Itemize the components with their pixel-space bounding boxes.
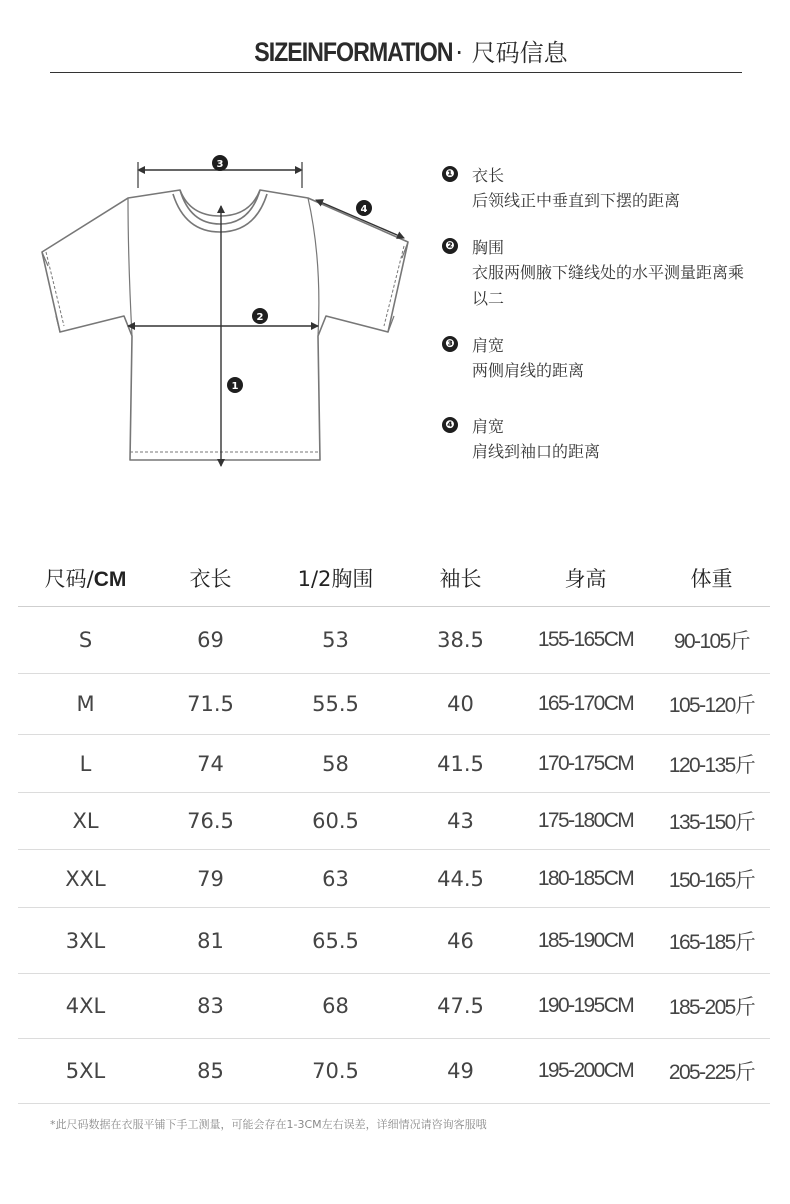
- legend-title: 衣长: [472, 165, 505, 185]
- cell-half-chest: 68: [268, 974, 403, 1039]
- legend-title: 肩宽: [472, 416, 505, 436]
- legend-item-chest: [442, 232, 762, 312]
- diagram-marker-4: [356, 200, 372, 216]
- legend-badge: ❸: [442, 336, 458, 352]
- cell-height: 170-175CM: [518, 735, 653, 793]
- t-shirt-outline-icon: [30, 140, 430, 480]
- table-row: [18, 850, 770, 908]
- cell-size: L: [18, 735, 153, 793]
- cell-weight: 135-150斤: [653, 793, 770, 850]
- legend-description: 后领线正中垂直到下摆的距离: [472, 191, 681, 210]
- cell-length: 71.5: [153, 674, 268, 735]
- cell-sleeve: 38.5: [403, 607, 518, 674]
- cell-half-chest: 55.5: [268, 674, 403, 735]
- cell-half-chest: 65.5: [268, 908, 403, 974]
- cell-weight: 90-105斤: [653, 607, 770, 674]
- header-size: 尺码/CM: [18, 550, 153, 607]
- cell-size: XXL: [18, 850, 153, 908]
- legend-badge: ❶: [442, 166, 458, 182]
- cell-length: 74: [153, 735, 268, 793]
- diagram-marker-3: [212, 155, 228, 171]
- cell-size: 5XL: [18, 1039, 153, 1104]
- legend-item-sleeve: [442, 411, 762, 465]
- svg-text:2: 2: [256, 312, 264, 323]
- table-row: [18, 674, 770, 735]
- diagram-marker-1: [227, 377, 243, 393]
- table-row: [18, 607, 770, 674]
- legend-description: 肩线到袖口的距离: [472, 442, 601, 461]
- cell-half-chest: 53: [268, 607, 403, 674]
- cell-sleeve: 49: [403, 1039, 518, 1104]
- table-row: [18, 1039, 770, 1104]
- cell-half-chest: 70.5: [268, 1039, 403, 1104]
- cell-half-chest: 63: [268, 850, 403, 908]
- legend-description: 两侧肩线的距离: [472, 361, 585, 380]
- cell-weight: 105-120斤: [653, 674, 770, 735]
- cell-length: 83: [153, 974, 268, 1039]
- cell-height: 155-165CM: [518, 607, 653, 674]
- cell-size: 3XL: [18, 908, 153, 974]
- diagram-marker-2: [252, 308, 268, 324]
- table-row: [18, 793, 770, 850]
- cell-size: M: [18, 674, 153, 735]
- cell-length: 81: [153, 908, 268, 974]
- title-separator: ·: [455, 39, 464, 67]
- header-sleeve: 袖长: [403, 550, 518, 607]
- header-half-chest: 1/2胸围: [268, 550, 403, 607]
- cell-height: 185-190CM: [518, 908, 653, 974]
- title-divider: [50, 72, 742, 73]
- cell-sleeve: 43: [403, 793, 518, 850]
- cell-weight: 205-225斤: [653, 1039, 770, 1104]
- svg-text:1: 1: [231, 381, 239, 392]
- svg-text:4: 4: [360, 204, 368, 215]
- cell-length: 79: [153, 850, 268, 908]
- legend-badge: ❹: [442, 417, 458, 433]
- cell-sleeve: 41.5: [403, 735, 518, 793]
- cell-weight: 185-205斤: [653, 974, 770, 1039]
- cell-sleeve: 46: [403, 908, 518, 974]
- cell-half-chest: 60.5: [268, 793, 403, 850]
- table-row: [18, 735, 770, 793]
- table-row: [18, 974, 770, 1039]
- cell-weight: 120-135斤: [653, 735, 770, 793]
- cell-height: 175-180CM: [518, 793, 653, 850]
- cell-size: S: [18, 607, 153, 674]
- page-title: [0, 34, 790, 71]
- cell-height: 165-170CM: [518, 674, 653, 735]
- measurement-footnote: *此尺码数据在衣服平铺下手工测量，可能会存在1-3CM左右误差，详细情况请咨询客服哦: [50, 1118, 487, 1131]
- cell-sleeve: 40: [403, 674, 518, 735]
- cell-weight: 150-165斤: [653, 850, 770, 908]
- cell-sleeve: 47.5: [403, 974, 518, 1039]
- table-row: [18, 908, 770, 974]
- cell-height: 195-200CM: [518, 1039, 653, 1104]
- cell-sleeve: 44.5: [403, 850, 518, 908]
- cell-length: 69: [153, 607, 268, 674]
- cell-height: 190-195CM: [518, 974, 653, 1039]
- title-chinese: 尺码信息: [471, 39, 568, 67]
- legend-badge: ❷: [442, 238, 458, 254]
- cell-size: 4XL: [18, 974, 153, 1039]
- size-table: [18, 550, 770, 1104]
- legend-title: 肩宽: [472, 335, 505, 355]
- legend-item-length: [442, 160, 762, 214]
- header-weight: 体重: [653, 550, 770, 607]
- title-english: SIZEINFORMATION: [254, 37, 453, 67]
- header-height: 身高: [518, 550, 653, 607]
- cell-length: 85: [153, 1039, 268, 1104]
- cell-weight: 165-185斤: [653, 908, 770, 974]
- cell-height: 180-185CM: [518, 850, 653, 908]
- cell-half-chest: 58: [268, 735, 403, 793]
- cell-length: 76.5: [153, 793, 268, 850]
- header-length: 衣长: [153, 550, 268, 607]
- legend-item-shoulder: [442, 330, 762, 384]
- legend-description: 衣服两侧腋下缝线处的水平测量距离乘以二: [472, 263, 745, 308]
- svg-text:3: 3: [216, 159, 224, 170]
- table-header-row: [18, 550, 770, 607]
- legend-title: 胸围: [472, 237, 505, 257]
- cell-size: XL: [18, 793, 153, 850]
